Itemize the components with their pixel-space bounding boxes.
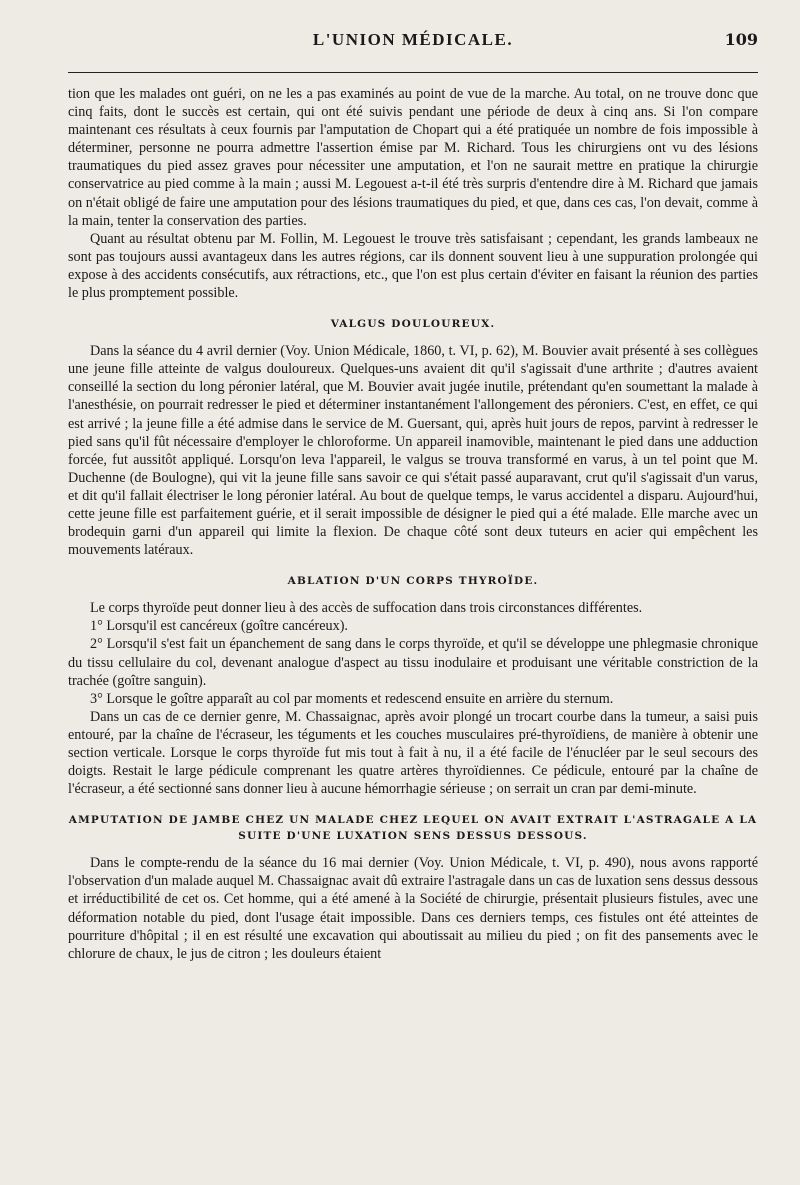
- section-heading: VALGUS DOULOUREUX.: [330, 318, 496, 331]
- journal-title: L'UNION MÉDICALE.: [312, 30, 514, 49]
- paragraph: Dans un cas de ce dernier genre, M. Chassaignac, après avoir plongé un trocart courbe dans la tumeur, a saisi puis entouré, par la chaîne de l'écraseur, les téguments et les couches musculaires pré-thyroïdiens, de manière à obtenir une section verticale. Lorsque le corps thyroïde fut mis tout à fait à nu, il a été facile de l'énucléer par le seul secours des doigts. Restait le large pédicule comprenant les quatre artères thyroïdiennes. Ce pédicule, entouré par la chaîne de l'écraseur, a été sectionné sans donner lieu à aucune hémorrhagie sérieuse ; on serrait un cran par demi-minute.: [68, 708, 758, 798]
- paragraph: 2° Lorsqu'il s'est fait un épanchement de sang dans le corps thyroïde, et qu'il se développe une phlegmasie chronique du tissu cellulaire du col, devenant analogue d'aspect au tissu inodulaire et produisant une véritable constriction de la trachée (goître sanguin).: [68, 636, 758, 689]
- paragraph: Dans la séance du 4 avril dernier (Voy. Union Médicale, 1860, t. VI, p. 62), M. Bouvier avait présenté à ses collègues une jeune fille atteinte de valgus douloureux. Quelques-uns avaient dit qu'il s'agissait d'une arthrite ; d'autres avaient conseillé la section du long péronier latéral, que M. Bouvier avait jugée inutile, prétendant qu'en soumettant la malade à l'anesthésie, on pourrait redresser le pied et déterminer instantanément l'allongement des péroniers. C'est, en effet, ce qui est arrivé ; la jeune fille a été admise dans le service de M. Guersant, qui, après huit jours de repos, parvint à redresser le pied sans qu'il fût nécessaire d'employer le chloroforme. Un appareil inamovible, maintenant le pied dans une adduction forcée, fut aussitôt appliqué. Lorsqu'on leva l'appareil, le valgus se trouva transformé en varus, à un tel point que M. Duchenne (de Boulogne), qui vit la jeune fille sans savoir ce qui s'était passé auparavant, crut qu'il s'agissait d'un varus, et dit qu'il fallait électriser le long péronier latéral. Au bout de quelque temps, le varus accidentel a disparu. Aujourd'hui, cette jeune fille est parfaitement guérie, et il serait impossible de désigner le pied qui a été malade. Elle marche avec un brodequin garni d'un appareil qui limite la flexion. De chaque côté sont deux tuteurs en acier qui empêchent les mouvements latéraux.: [68, 343, 758, 559]
- header-rule: [68, 72, 758, 73]
- section-thyroide: [68, 573, 758, 798]
- paragraph: Quant au résultat obtenu par M. Follin, M. Legouest le trouve très satisfaisant ; cependant, les grands lambeaux ne sont pas toujours aussi avantageux dans les autres régions, car ils donnent souvent lieu à une suppuration prolongée qui expose à des accidents consécutifs, aux rétractions, etc., que l'on est plus certain d'éviter en faisant la réunion des parties le plus promptement possible.: [68, 230, 758, 302]
- page-number: 109: [724, 30, 758, 49]
- section-intro: [68, 85, 758, 302]
- paragraph: tion que les malades ont guéri, on ne les a pas examinés au point de vue de la marche. Au total, on ne trouve donc que cinq faits, dont le succès est certain, qui ont été suivis pendant une période de deux à cinq ans. Si l'on compare maintenant ces résultats à ceux fournis par l'amputation de Chopart qui a été pratiquée un nombre de fois impossible à déterminer, personne ne pourra admettre l'assertion émise par M. Richard. Tous les chirurgiens ont vu des lésions traumatiques du pied assez graves pour nécessiter une amputation, et l'on ne saurait mettre en pratique la chirurgie conservatrice au pied comme à la main ; aussi M. Legouest a-t-il été très surpris d'entendre dire à M. Richard que jamais on n'était obligé de faire une amputation pour des lésions traumatiques du pied, et que, dans ces cas, l'on devait, comme à la main, tenter la conservation des parties.: [68, 86, 758, 229]
- section-heading: AMPUTATION DE JAMBE CHEZ UN MALADE CHEZ LEQUEL ON AVAIT EXTRAIT L'ASTRAGALE A LA SUITE D'UNE LUXATION SENS DESSUS DESSOUS.: [68, 814, 758, 843]
- section-valgus: [68, 316, 758, 559]
- journal-page: [68, 30, 758, 963]
- paragraph: Dans le compte-rendu de la séance du 16 mai dernier (Voy. Union Médicale, t. VI, p. 490), nous avons rapporté l'observation d'un malade auquel M. Chassaignac avait dû extraire l'astragale dans un cas de luxation sens dessus dessous et irréductibilité de cet os. Cet homme, qui a été amené à la Société de chirurgie, présentait plusieurs fistules, avec une déformation notable du pied, dont l'usage était impossible. Dans ces derniers temps, ces fistules ont été atteintes de pourriture d'hôpital ; il en est résulté une excavation qui aboutissait au milieu du pied ; on fit des pansements avec le chlorure de chaux, le jus de citron ; les douleurs étaient: [68, 855, 758, 962]
- running-head: [68, 30, 758, 70]
- paragraph: Le corps thyroïde peut donner lieu à des accès de suffocation dans trois circonstances différentes.: [90, 600, 643, 617]
- paragraph: 1° Lorsqu'il est cancéreux (goître cancéreux).: [90, 618, 348, 635]
- section-heading: ABLATION D'UN CORPS THYROÏDE.: [287, 575, 539, 588]
- paragraph: 3° Lorsque le goître apparaît au col par moments et redescend ensuite en arrière du sternum.: [90, 690, 614, 707]
- section-amputation: [68, 812, 758, 963]
